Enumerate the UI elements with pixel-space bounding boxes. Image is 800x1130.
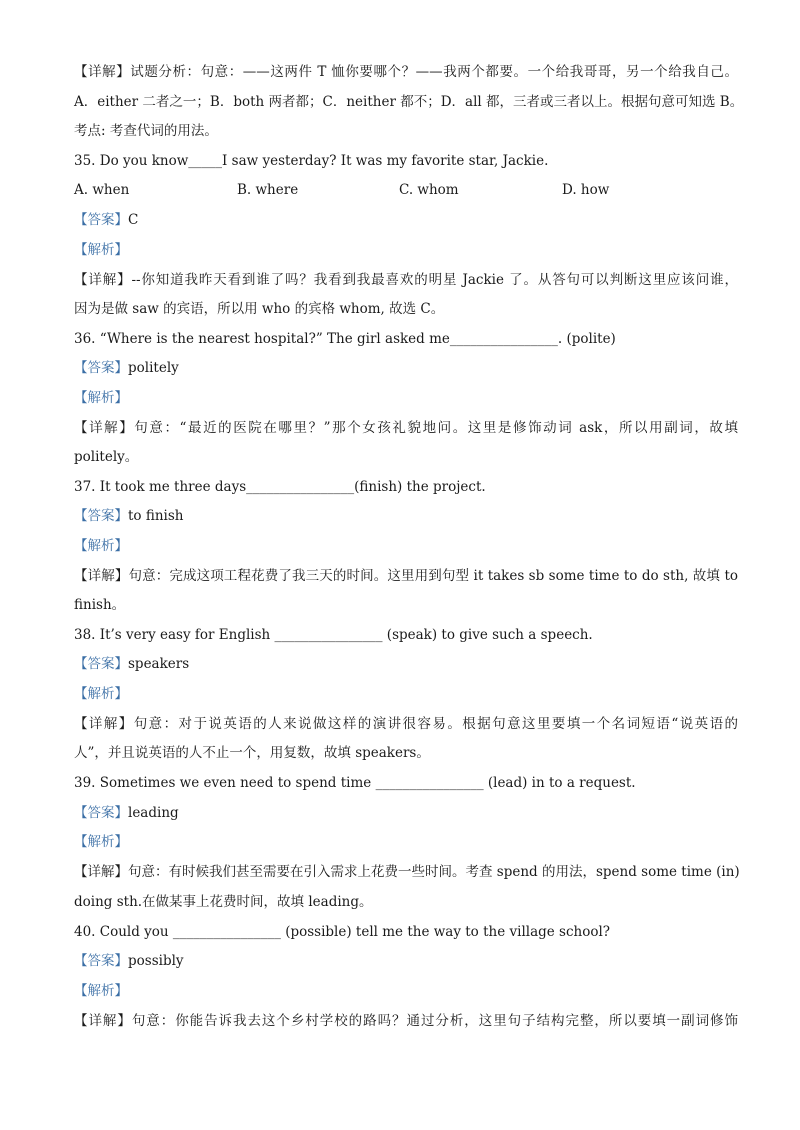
detail-text: 句意：对于说英语的人来说做这样的演讲很容易。根据句意这里要填一个名词短语“说英语的 [133,716,739,732]
answer-value: C [128,212,139,228]
detail-text: 句意：“最近的医院在哪里？”那个女孩礼貌地问。这里是修饰动词 ask，所以用副词，故填 [134,420,738,436]
detail-label: 【详解】 [74,568,129,584]
detail-label: 【详解】 [74,716,134,732]
answer-value: politely [128,360,179,376]
kaodian-line: 考点: 考查代词的用法。 [74,123,218,139]
analysis-label: 【解析】 [74,242,128,258]
option-d: D. how [562,182,610,198]
detail-label: 【详解】 [74,272,132,288]
answer-line [74,210,738,230]
detail-label: 【详解】 [74,420,135,436]
detail-label: 【详解】 [74,64,131,80]
detail-line: 人”，并且说英语的人不止一个，用复数，故填 speakers。 [74,745,430,761]
answer-value: to finish [128,508,184,524]
detail-line [74,714,738,734]
detail-text: 句意：完成这项工程花费了我三天的时间。这里用到句型 it takes sb some time to do sth, 故填 to [128,568,738,584]
option-c: C. whom [399,182,459,198]
analysis-label: 【解析】 [74,390,128,406]
answer-label: 【答案】 [74,953,128,969]
question-37-stem: 37. It took me three days________________(finish) the project. [74,479,486,495]
answer-label: 【答案】 [74,360,128,376]
detail-line [74,862,738,882]
detail-line [74,566,738,586]
analysis-label: 【解析】 [74,983,128,999]
answer-line [74,506,738,526]
question-38-stem: 38. It’s very easy for English ________________ (speak) to give such a speech. [74,627,593,643]
option-a: A. when [74,182,130,198]
detail-line: A．either 二者之一；B．both 两者都；C．neither 都不；D．all 都，三者或三者以上。根据句意可知选 B。 [74,94,744,110]
detail-text: 句意：有时候我们甚至需要在引入需求上花费一些时间。考查 spend 的用法，spend some time (in) [128,864,740,880]
question-35-stem: 35. Do you know_____I saw yesterday? It was my favorite star, Jackie. [74,153,549,169]
answer-label: 【答案】 [74,656,128,672]
answer-label: 【答案】 [74,508,128,524]
detail-label: 【详解】 [74,1013,132,1029]
question-40-stem: 40. Could you ________________ (possible) tell me the way to the village school? [74,924,611,940]
answer-line [74,803,738,823]
answer-line [74,358,738,378]
answer-value: leading [128,805,179,821]
analysis-label: 【解析】 [74,686,128,702]
detail-line: doing sth.在做某事上花费时间，故填 leading。 [74,894,373,910]
detail-line [74,418,738,438]
detail-line: finish。 [74,597,126,613]
detail-line [74,1011,738,1031]
question-36-stem: 36. “Where is the nearest hospital?” The girl asked me________________. (polite) [74,331,616,347]
detail-line [74,62,738,82]
question-39-stem: 39. Sometimes we even need to spend time ________________ (lead) in to a request. [74,775,636,791]
detail-line: 因为是做 saw 的宾语，所以用 who 的宾格 whom, 故选 C。 [74,301,445,317]
answer-line [74,951,738,971]
answer-label: 【答案】 [74,212,128,228]
detail-line [74,270,738,290]
detail-label: 【详解】 [74,864,128,880]
answer-value: speakers [128,656,190,672]
detail-text: 试题分析：句意：——这两件 T 恤你要哪个？——我两个都要。一个给我哥哥，另一个给我自己。 [130,64,738,80]
detail-text: --你知道我昨天看到谁了吗？我看到我最喜欢的明星 Jackie 了。从答句可以判断这里应该问谁， [131,272,738,288]
option-b: B. where [237,182,299,198]
answer-line [74,654,738,674]
answer-value: possibly [128,953,184,969]
answer-label: 【答案】 [74,805,128,821]
analysis-label: 【解析】 [74,834,128,850]
detail-line: politely。 [74,449,139,465]
analysis-label: 【解析】 [74,538,128,554]
detail-text: 句意：你能告诉我去这个乡村学校的路吗？通过分析，这里句子结构完整，所以要填一副词修饰 [131,1013,739,1029]
